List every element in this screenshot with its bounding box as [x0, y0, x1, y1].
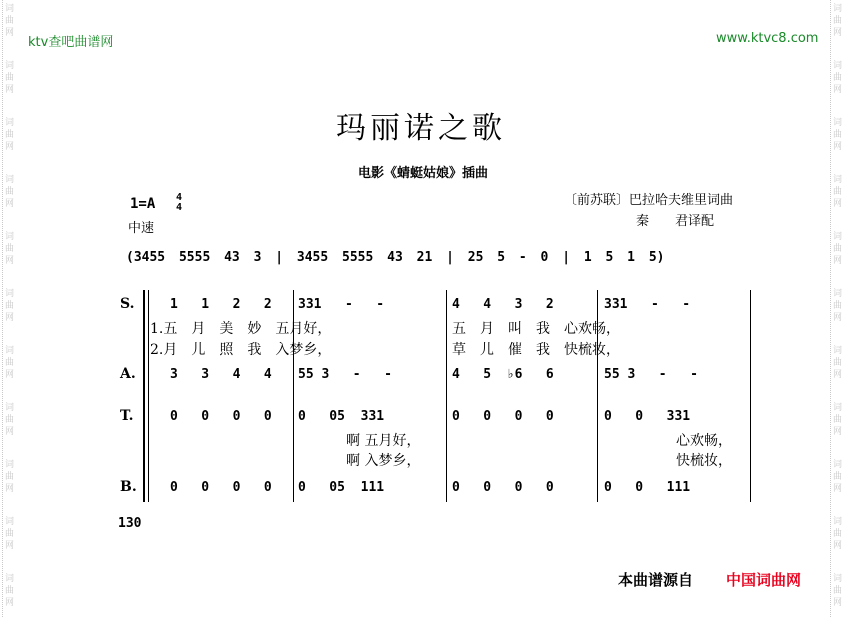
watermark-glyph: 词 — [5, 403, 15, 413]
watermark-glyph: 词 — [5, 232, 15, 242]
watermark-glyph: 曲 — [5, 472, 15, 482]
intro-line: (3455 5555 43 3 | 3455 5555 43 21 | 25 5 - 0 | 1 5 1 5) — [126, 250, 665, 265]
system-brace — [143, 290, 145, 502]
watermark-glyph: 词 — [833, 175, 843, 185]
watermark-glyph: 网 — [5, 598, 15, 608]
watermark-glyph: 网 — [5, 28, 15, 38]
watermark-glyph: 曲 — [5, 358, 15, 368]
watermark-glyph: 网 — [833, 427, 843, 437]
tenor-lyric-1b: 心欢畅， — [676, 433, 732, 449]
watermark-glyph: 曲 — [833, 73, 843, 83]
soprano-measure-4: 331 - - — [604, 297, 691, 312]
watermark-glyph: 词 — [833, 4, 843, 14]
tenor-lyric-2a: 啊 入梦乡， — [346, 453, 421, 469]
tenor-measure-4: 0 0 331 — [604, 409, 691, 424]
watermark-glyph: 网 — [833, 484, 843, 494]
watermark-glyph: 词 — [5, 118, 15, 128]
watermark-glyph: 网 — [5, 142, 15, 152]
watermark-glyph: 词 — [833, 403, 843, 413]
left-watermark-column — [2, 0, 17, 617]
part-label-bass: B. — [120, 479, 137, 495]
song-subtitle: 电影《蜻蜓姑娘》插曲 — [358, 166, 489, 181]
tempo-marking: 中速 — [128, 221, 155, 236]
alto-measure-2: 55 3 - - — [298, 367, 392, 382]
alto-measure-1: 3 3 4 4 — [170, 367, 272, 382]
watermark-glyph: 网 — [5, 427, 15, 437]
footer-source-site[interactable]: 中国词曲网 — [726, 571, 802, 589]
watermark-glyph: 网 — [5, 85, 15, 95]
watermark-glyph: 曲 — [833, 529, 843, 539]
watermark-glyph: 词 — [5, 346, 15, 356]
site-name-left: ktv查吧曲谱网 — [28, 35, 114, 50]
watermark-glyph: 词 — [833, 460, 843, 470]
watermark-glyph: 网 — [5, 199, 15, 209]
watermark-glyph: 曲 — [5, 16, 15, 26]
watermark-glyph: 词 — [833, 574, 843, 584]
key-signature: 1=A — [130, 196, 156, 212]
soprano-measure-1: 1 1 2 2 — [170, 297, 272, 312]
soprano-measure-3: 4 4 3 2 — [452, 297, 554, 312]
tenor-measure-1: 0 0 0 0 — [170, 409, 272, 424]
watermark-glyph: 网 — [833, 85, 843, 95]
watermark-glyph: 网 — [833, 28, 843, 38]
page-number: 130 — [118, 516, 142, 531]
watermark-glyph: 曲 — [833, 130, 843, 140]
watermark-glyph: 曲 — [5, 586, 15, 596]
watermark-glyph: 曲 — [5, 187, 15, 197]
watermark-glyph: 词 — [5, 574, 15, 584]
lyric-verse1-a: 1.五 月 美 妙 五月好， — [150, 321, 332, 337]
watermark-glyph: 曲 — [833, 244, 843, 254]
watermark-glyph: 曲 — [833, 472, 843, 482]
watermark-glyph: 曲 — [833, 586, 843, 596]
watermark-glyph: 网 — [5, 484, 15, 494]
watermark-glyph: 词 — [5, 460, 15, 470]
watermark-glyph: 词 — [5, 289, 15, 299]
watermark-glyph: 网 — [5, 313, 15, 323]
watermark-glyph: 词 — [5, 4, 15, 14]
watermark-glyph: 曲 — [5, 301, 15, 311]
watermark-glyph: 词 — [833, 232, 843, 242]
watermark-glyph: 词 — [5, 175, 15, 185]
site-url-right: www.ktvc8.com — [716, 31, 819, 46]
part-label-soprano: S. — [120, 296, 135, 312]
footer-source-label: 本曲谱源自 — [618, 571, 694, 589]
watermark-glyph: 曲 — [833, 16, 843, 26]
translator-credit: 秦 君译配 — [636, 214, 715, 229]
watermark-glyph: 词 — [833, 346, 843, 356]
right-watermark-column — [830, 0, 845, 617]
bass-measure-1: 0 0 0 0 — [170, 480, 272, 495]
tenor-lyric-2b: 快梳妆， — [676, 453, 732, 469]
time-signature: 4 4 — [176, 192, 183, 213]
watermark-glyph: 词 — [833, 517, 843, 527]
tenor-measure-2: 0 05 331 — [298, 409, 385, 424]
watermark-glyph: 曲 — [833, 415, 843, 425]
watermark-glyph: 网 — [833, 199, 843, 209]
lyric-verse1-b: 五 月 叫 我 心欢畅， — [452, 321, 620, 337]
alto-measure-3: 4 5 ♭6 6 — [452, 367, 554, 382]
watermark-glyph: 网 — [833, 541, 843, 551]
watermark-glyph: 网 — [833, 370, 843, 380]
bass-measure-4: 0 0 111 — [604, 480, 691, 495]
watermark-glyph: 词 — [833, 289, 843, 299]
lyric-verse2-b: 草 儿 催 我 快梳妆， — [452, 342, 620, 358]
watermark-glyph: 词 — [5, 517, 15, 527]
watermark-glyph: 曲 — [833, 358, 843, 368]
lyricist-credit: 〔前苏联〕巴拉哈夫维里词曲 — [564, 193, 734, 208]
watermark-glyph: 曲 — [5, 73, 15, 83]
watermark-glyph: 曲 — [5, 244, 15, 254]
system-line — [148, 290, 149, 502]
watermark-glyph: 词 — [833, 61, 843, 71]
bass-measure-3: 0 0 0 0 — [452, 480, 554, 495]
lyric-verse2-a: 2.月 儿 照 我 入梦乡， — [150, 342, 332, 358]
tenor-measure-3: 0 0 0 0 — [452, 409, 554, 424]
watermark-glyph: 曲 — [5, 529, 15, 539]
watermark-glyph: 网 — [833, 598, 843, 608]
watermark-glyph: 网 — [5, 541, 15, 551]
barline — [446, 290, 447, 502]
part-label-tenor: T. — [120, 408, 134, 424]
bass-measure-2: 0 05 111 — [298, 480, 385, 495]
watermark-glyph: 网 — [5, 370, 15, 380]
watermark-glyph: 曲 — [833, 301, 843, 311]
alto-measure-4: 55 3 - - — [604, 367, 698, 382]
watermark-glyph: 网 — [833, 256, 843, 266]
watermark-glyph: 词 — [5, 61, 15, 71]
watermark-glyph: 网 — [833, 142, 843, 152]
watermark-glyph: 曲 — [5, 130, 15, 140]
watermark-glyph: 曲 — [5, 415, 15, 425]
watermark-glyph: 曲 — [833, 187, 843, 197]
watermark-glyph: 网 — [5, 256, 15, 266]
song-title: 玛丽诺之歌 — [336, 111, 506, 146]
watermark-glyph: 词 — [833, 118, 843, 128]
part-label-alto: A. — [120, 366, 136, 382]
watermark-glyph: 网 — [833, 313, 843, 323]
tenor-lyric-1a: 啊 五月好， — [346, 433, 421, 449]
soprano-measure-2: 331 - - — [298, 297, 385, 312]
barline — [750, 290, 751, 502]
